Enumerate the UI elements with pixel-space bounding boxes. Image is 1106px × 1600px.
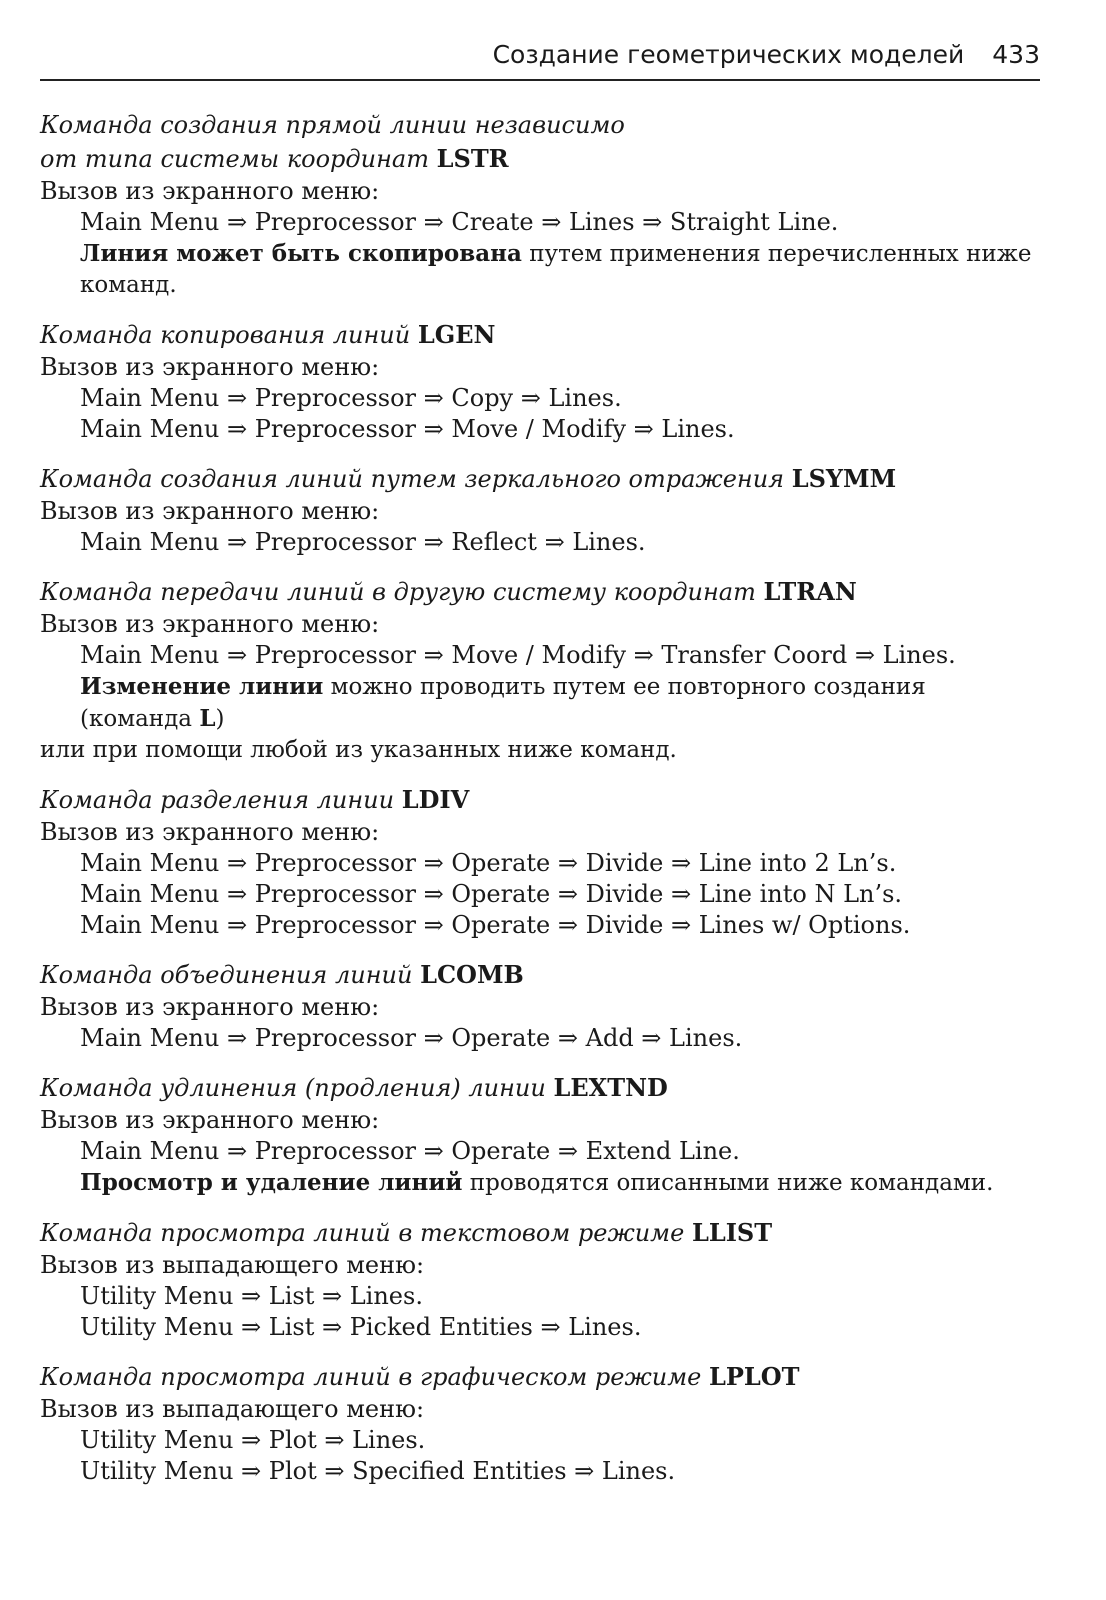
section-heading: Команда объединения линий LCOMB — [40, 960, 524, 989]
menu-path: Utility Menu ⇒ Plot ⇒ Lines. — [80, 1426, 426, 1454]
call-label: Вызов из экранного меню: — [40, 818, 380, 846]
menu-path: Utility Menu ⇒ Plot ⇒ Specified Entities ⇒ Lines. — [80, 1457, 676, 1485]
section-heading: Команда создания линий путем зеркального отражения LSYMM — [40, 464, 897, 493]
section-heading: Команда создания прямой линии независимо от типа системы координат LSTR — [40, 111, 625, 173]
call-label: Вызов из выпадающего меню: — [40, 1395, 425, 1423]
menu-path: Main Menu ⇒ Preprocessor ⇒ Operate ⇒ Divide ⇒ Line into 2 Ln’s. — [80, 849, 897, 877]
section-heading: Команда разделения линии LDIV — [40, 785, 470, 814]
command-name: LLIST — [691, 1218, 773, 1247]
section-lcomb — [40, 958, 1040, 1054]
menu-path: Main Menu ⇒ Preprocessor ⇒ Operate ⇒ Extend Line. — [80, 1137, 740, 1165]
command-name: LGEN — [417, 320, 496, 349]
note-paragraph: Просмотр и удаление линий проводятся описанными ниже командами. — [80, 1169, 994, 1196]
menu-path: Utility Menu ⇒ List ⇒ Lines. — [80, 1282, 423, 1310]
section-llist — [40, 1216, 1040, 1343]
chapter-title: Создание геометрических моделей — [492, 40, 965, 69]
menu-path: Main Menu ⇒ Preprocessor ⇒ Copy ⇒ Lines. — [80, 384, 622, 412]
call-label: Вызов из экранного меню: — [40, 497, 380, 525]
section-lextnd — [40, 1071, 1040, 1199]
call-label: Вызов из экранного меню: — [40, 353, 380, 381]
section-ldiv — [40, 783, 1040, 941]
page-number: 433 — [992, 40, 1040, 69]
section-heading: Команда просмотра линий в графическом режиме LPLOT — [40, 1362, 800, 1391]
menu-path: Main Menu ⇒ Preprocessor ⇒ Operate ⇒ Divide ⇒ Lines w/ Options. — [80, 911, 911, 939]
note-continuation: или при помощи любой из указанных ниже команд. — [40, 737, 677, 763]
section-heading: Команда удлинения (продления) линии LEXTND — [40, 1073, 668, 1102]
menu-path: Main Menu ⇒ Preprocessor ⇒ Reflect ⇒ Lines. — [80, 528, 646, 556]
note-paragraph: Изменение линии можно проводить путем ее повторного создания (команда L) — [80, 673, 926, 732]
command-name: LSYMM — [791, 464, 897, 493]
running-header — [40, 40, 1040, 81]
command-name: LTRAN — [763, 577, 857, 606]
call-label: Вызов из экранного меню: — [40, 993, 380, 1021]
command-name: LDIV — [401, 785, 470, 814]
command-name: LSTR — [436, 144, 509, 173]
menu-path: Main Menu ⇒ Preprocessor ⇒ Create ⇒ Lines ⇒ Straight Line. — [80, 208, 839, 236]
section-heading: Команда просмотра линий в текстовом режиме LLIST — [40, 1218, 773, 1247]
call-label: Вызов из выпадающего меню: — [40, 1251, 425, 1279]
command-name: LCOMB — [420, 960, 524, 989]
section-heading: Команда копирования линий LGEN — [40, 320, 496, 349]
menu-path: Main Menu ⇒ Preprocessor ⇒ Operate ⇒ Add ⇒ Lines. — [80, 1024, 743, 1052]
note-paragraph: Линия может быть скопирована путем применения перечисленных ниже команд. — [80, 240, 1032, 298]
section-lplot — [40, 1360, 1040, 1487]
call-label: Вызов из экранного меню: — [40, 610, 380, 638]
menu-path: Main Menu ⇒ Preprocessor ⇒ Operate ⇒ Divide ⇒ Line into N Ln’s. — [80, 880, 903, 908]
call-label: Вызов из экранного меню: — [40, 1106, 380, 1134]
menu-path: Main Menu ⇒ Preprocessor ⇒ Move / Modify ⇒ Lines. — [80, 415, 735, 443]
section-lgen — [40, 318, 1040, 445]
menu-path: Main Menu ⇒ Preprocessor ⇒ Move / Modify ⇒ Transfer Coord ⇒ Lines. — [80, 641, 956, 669]
command-name: LEXTND — [553, 1073, 668, 1102]
menu-path: Utility Menu ⇒ List ⇒ Picked Entities ⇒ Lines. — [80, 1313, 642, 1341]
section-heading: Команда передачи линий в другую систему координат LTRAN — [40, 577, 857, 606]
section-lstr — [40, 109, 1040, 301]
section-lsymm — [40, 462, 1040, 558]
command-name: LPLOT — [708, 1362, 800, 1391]
section-ltran — [40, 575, 1040, 766]
call-label: Вызов из экранного меню: — [40, 177, 380, 205]
